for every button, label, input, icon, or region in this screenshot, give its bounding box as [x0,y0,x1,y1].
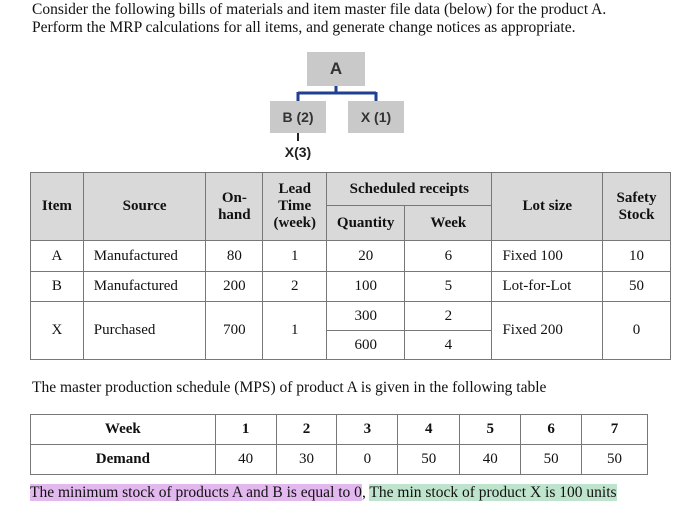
cell-lot-size: Fixed 200 [492,302,603,360]
bom-node-x: X (1) [348,101,404,133]
cell-week: 5 [405,272,492,302]
cell-item: X [31,302,84,360]
header-quantity: Quantity [327,206,405,241]
cell-lot-size: Fixed 100 [492,241,603,272]
mps-week: 7 [582,415,648,445]
mps-demand: 50 [398,445,460,475]
cell-safety-stock: 10 [603,241,671,272]
cell-on-hand: 200 [206,272,263,302]
mps-demand: 30 [276,445,337,475]
cell-lead-time: 2 [263,272,327,302]
bom-node-b: B (2) [270,101,326,133]
cell-week: 6 [405,241,492,272]
mps-demand: 40 [215,445,276,475]
cell-week: 4 [405,331,492,360]
cell-on-hand: 80 [206,241,263,272]
cell-safety-stock: 50 [603,272,671,302]
mps-demand: 0 [337,445,398,475]
cell-on-hand: 700 [206,302,263,360]
note-separator: , [361,484,370,501]
mps-demand-row [31,445,648,475]
mps-week: 4 [398,415,460,445]
header-week: Week [405,206,492,241]
header-lead-time: Lead Time (week) [263,173,327,241]
mps-demand: 50 [582,445,648,475]
cell-item: B [31,272,84,302]
cell-lead-time: 1 [263,302,327,360]
mps-demand: 40 [460,445,521,475]
bom-node-a: A [307,52,365,86]
intro-line-2: Perform the MRP calculations for all items, and generate change notices as appropriate. [32,19,576,36]
header-source: Source [83,173,206,241]
cell-lot-size: Lot-for-Lot [492,272,603,302]
cell-quantity: 300 [327,302,405,331]
mps-week: 3 [337,415,398,445]
cell-lead-time: 1 [263,241,327,272]
mps-week: 1 [215,415,276,445]
mps-week-label: Week [31,415,216,445]
header-item: Item [31,173,84,241]
intro-line-1: Consider the following bills of materials and item master file data (below) for the product A. [32,1,607,18]
table-row [31,272,671,302]
cell-quantity: 600 [327,331,405,360]
min-stock-note [30,484,617,502]
mps-demand: 50 [521,445,582,475]
cell-item: A [31,241,84,272]
mps-table [30,414,648,475]
header-scheduled-receipts: Scheduled receipts [327,173,492,206]
problem-statement [32,1,692,37]
header-safety-stock: Safety Stock [603,173,671,241]
header-on-hand: On- hand [206,173,263,241]
mps-week: 6 [521,415,582,445]
cell-quantity: 20 [327,241,405,272]
table-row [31,302,671,331]
cell-source: Manufactured [83,272,206,302]
mps-week: 2 [276,415,337,445]
mps-intro-text: The master production schedule (MPS) of product A is given in the following table [32,379,547,396]
highlight-min-stock-x: The min stock of product X is 100 units [369,484,617,501]
mps-week: 5 [460,415,521,445]
header-lot-size: Lot size [492,173,603,241]
mps-demand-label: Demand [31,445,216,475]
mps-week-row [31,415,648,445]
highlight-min-stock-ab: The minimum stock of products A and B is equal to 0 [30,484,362,501]
cell-quantity: 100 [327,272,405,302]
table-row [31,241,671,272]
cell-week: 2 [405,302,492,331]
item-master-table [30,172,671,360]
cell-safety-stock: 0 [603,302,671,360]
cell-source: Manufactured [83,241,206,272]
cell-source: Purchased [83,302,206,360]
bom-node-b-child-x: X(3) [284,144,312,160]
